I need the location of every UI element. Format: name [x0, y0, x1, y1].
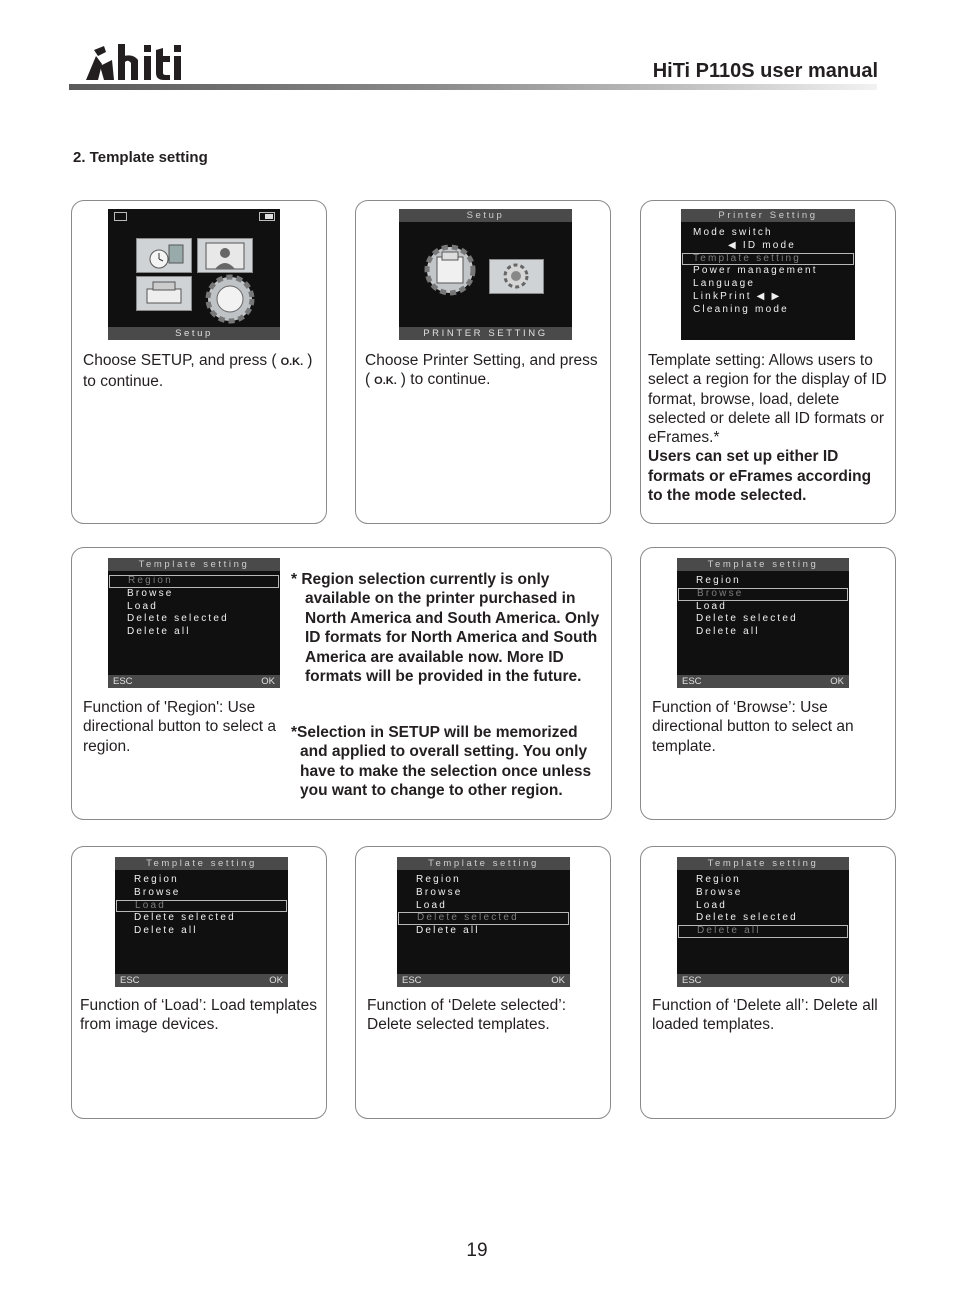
menu-item-power-management: Power management [693, 265, 818, 277]
screen-title: Template setting [115, 857, 288, 870]
menu-item-region: Region [109, 575, 279, 588]
region-availability-note: * Region selection currently is only available on the printer purchased in North America and South America. Only ID formats for North America and South America are available now. More ID formats will be provided in the future. [291, 571, 600, 686]
ok-button-glyph: O.K. [280, 356, 304, 368]
menu-item-load: Load [116, 900, 287, 913]
menu-item-region: Region [416, 874, 461, 885]
template-menu [397, 874, 570, 938]
ok-label: OK [830, 975, 844, 986]
menu-item-load: Load [696, 899, 728, 911]
menu-item-delete-selected: Delete selected [134, 912, 236, 924]
screen-footer: Setup [108, 327, 280, 340]
card-description: Function of ‘Browse’: Use directional button to select an template. [652, 699, 854, 755]
lcd-screen-delete-selected [397, 857, 570, 987]
gear-selected-icon [196, 273, 264, 325]
menu-item-region: Region [696, 874, 741, 885]
template-menu [115, 874, 288, 938]
screen-footer [108, 675, 280, 688]
screen-footer: PRINTER SETTING [399, 327, 572, 340]
screen-footer [397, 974, 570, 987]
menu-item-delete-all: Delete all [696, 626, 760, 638]
menu-item-delete-all: Delete all [127, 626, 191, 638]
screen-footer [677, 974, 849, 987]
card-description: Function of ‘Load’: Load templates from image devices. [80, 997, 317, 1034]
menu-item-linkprint: LinkPrint ◀ ▶ [693, 290, 782, 302]
esc-label: ESC [113, 676, 133, 687]
screen-footer [115, 974, 288, 987]
card-description: Template setting: Allows users to select a region for the display of ID format, browse, load, delete selected or delete all ID formats or eFrames.* Users can set up either ID formats or eFrames according to the mode selected. [648, 352, 887, 505]
menu-item-browse: Browse [696, 886, 743, 898]
esc-label: ESC [120, 975, 140, 986]
menu-item-delete-selected: Delete selected [127, 613, 229, 625]
screen-title: Printer Setting [681, 209, 855, 222]
ok-label: OK [261, 676, 275, 687]
page-number: 19 [466, 1240, 488, 1261]
screen-title: Template setting [108, 558, 280, 571]
setup-memorized-note: *Selection in SETUP will be memorized and applied to overall setting. You only have to make the selection once unless you want to change to other region. [291, 724, 592, 800]
template-menu [677, 874, 849, 938]
lcd-screen-browse [677, 558, 849, 688]
template-menu [677, 575, 849, 639]
memory-card-icon [114, 212, 127, 221]
screen-title: Template setting [677, 558, 849, 571]
lcd-screen-printer-setting [681, 209, 855, 340]
lcd-screen-setup [399, 209, 572, 340]
template-menu [108, 575, 280, 639]
menu-item-browse: Browse [416, 886, 463, 898]
menu-item-browse: Browse [134, 886, 181, 898]
menu-item-region: Region [696, 575, 741, 586]
battery-icon [259, 212, 275, 221]
menu-item-language: Language [693, 278, 756, 290]
esc-label: ESC [402, 975, 422, 986]
ok-label: OK [269, 975, 283, 986]
menu-item-region: Region [134, 874, 179, 885]
menu-item-template-setting: Template setting [682, 253, 854, 266]
lcd-screen-delete-all [677, 857, 849, 987]
ok-label: OK [551, 975, 565, 986]
menu-item-id-mode: ◀ ID mode [728, 239, 797, 251]
screen-title: Template setting [397, 857, 570, 870]
card-description: Function of 'Region': Use directional button to select a region. [83, 699, 277, 755]
menu-item-delete-selected: Delete selected [398, 912, 569, 925]
lcd-screen-region [108, 558, 280, 688]
printer-gear-selected-icon [415, 243, 485, 297]
ok-button-glyph: O.K. [374, 375, 397, 388]
ok-label: OK [830, 676, 844, 687]
menu-item-delete-all: Delete all [416, 925, 480, 937]
menu-item-browse: Browse [127, 587, 174, 599]
lcd-screen-load [115, 857, 288, 987]
menu-item-load: Load [416, 899, 448, 911]
screen-title: Setup [399, 209, 572, 222]
screen-title: Template setting [677, 857, 849, 870]
gear-tile-icon [489, 259, 544, 294]
printer-setting-menu [681, 227, 855, 317]
lcd-screen-setup-menu [108, 209, 280, 340]
card-description: Function of ‘Delete selected’: Delete selected templates. [367, 997, 567, 1034]
card-description: Choose Printer Setting, and press ( O.K. ) to continue. [365, 352, 598, 389]
menu-item-delete-selected: Delete selected [696, 912, 798, 924]
menu-item-cleaning-mode: Cleaning mode [693, 303, 789, 315]
mode-note-bold: Users can set up either ID formats or eFrames according to the mode selected. [648, 448, 872, 505]
menu-item-browse: Browse [678, 588, 848, 601]
person-tile-icon [197, 238, 253, 273]
screen-footer [677, 675, 849, 688]
hiti-logo [84, 42, 200, 82]
card-description: Function of ‘Delete all’: Delete all loaded templates. [652, 997, 878, 1034]
card-description: Choose SETUP, and press ( O.K. ) to continue. [83, 352, 313, 391]
esc-label: ESC [682, 975, 702, 986]
menu-item-mode-switch: Mode switch [693, 227, 773, 238]
esc-label: ESC [682, 676, 702, 687]
printer-tile-icon [136, 276, 192, 311]
section-title: 2. Template setting [73, 149, 208, 166]
manual-title: HiTi P110S user manual [652, 60, 878, 82]
menu-item-delete-all: Delete all [134, 925, 198, 937]
menu-item-load: Load [127, 600, 159, 612]
clock-tile-icon [136, 238, 192, 273]
menu-item-delete-selected: Delete selected [696, 613, 798, 625]
header-rule [69, 84, 877, 90]
menu-item-delete-all: Delete all [678, 925, 848, 938]
menu-item-load: Load [696, 600, 728, 612]
